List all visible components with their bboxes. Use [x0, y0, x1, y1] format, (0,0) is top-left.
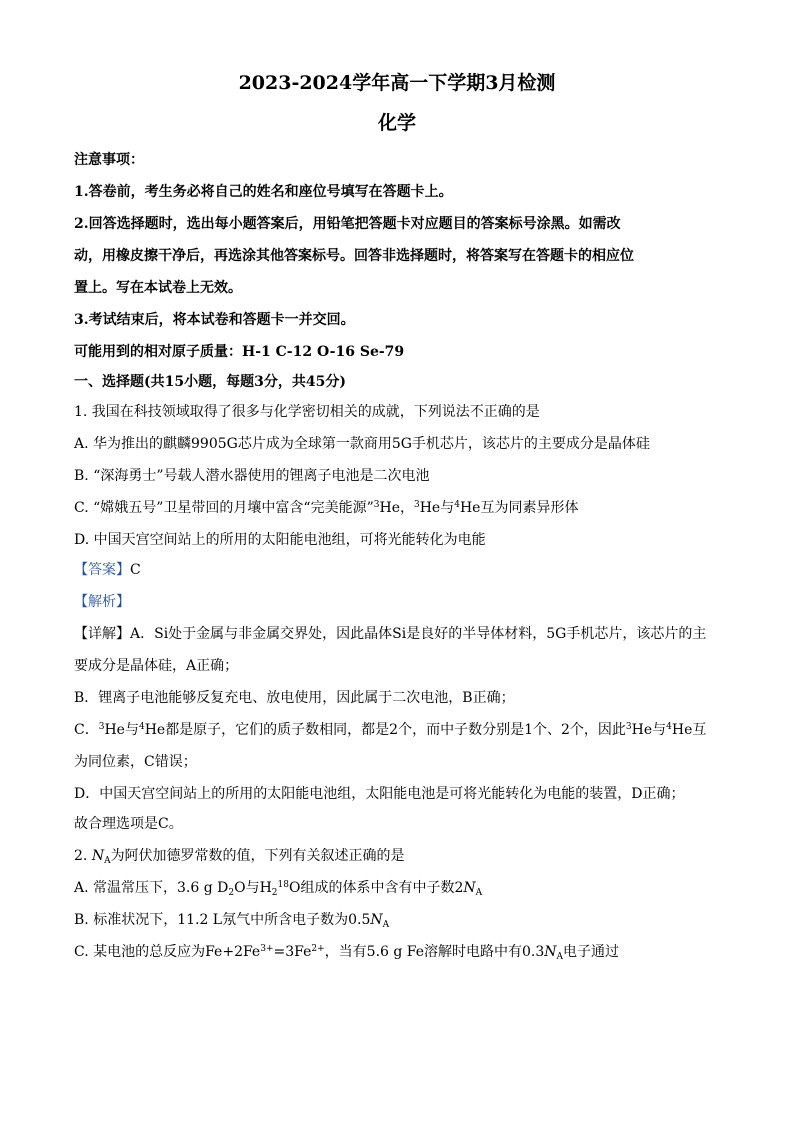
detail-line: 故合理选项是C。: [74, 816, 183, 832]
answer-tag: 【答案】: [74, 562, 130, 578]
answer-value: C: [130, 562, 141, 578]
notice-item: 3.考试结束后，将本试卷和答题卡一并交回。: [74, 312, 355, 328]
notice-item: 2.回答选择题时，选出每小题答案后，用铅笔把答题卡对应题目的答案标号涂黑。如需改: [74, 216, 621, 232]
detail-line: B．锂离子电池能够反复充电、放电使用，因此属于二次电池，B正确；: [74, 690, 515, 706]
section-heading: 一、选择题(共15小题，每题3分，共45分): [74, 374, 346, 390]
subject-title: 化学: [377, 112, 416, 134]
notice-item: 1.答卷前，考生务必将自己的姓名和座位号填写在答题卡上。: [74, 184, 453, 200]
q2-option-b: B. 标准状况下，11.2 L氖气中所含电子数为$0.5N_A$: [74, 912, 390, 930]
detail-line: C．$^3$He与$^4$He都是原子，它们的质子数相同，都是2个，而中子数分别是1个、2个，因此$^3$He与$^4$He互: [74, 722, 707, 738]
atomic-masses: 可能用到的相对原子质量：H-1 C-12 O-16 Se-79: [74, 344, 405, 360]
q2-option-c: C. 某电池的总反应为$Fe+2Fe^{3+}=3Fe^{2+}$，当有5.6 g Fe溶解时电路中有$0.3N_A$电子通过: [74, 944, 620, 962]
exam-title: 2023-2024学年高一下学期3月检测: [238, 72, 556, 94]
answer-line: [74, 560, 141, 580]
q1-option-c: C. “嫦娥五号”卫星带回的月壤中富含“完美能源”$^3$He，$^3$He与$^4$He互为同素异形体: [74, 500, 579, 516]
q1-option-a: A. 华为推出的麒麟9905G芯片成为全球第一款商用5G手机芯片，该芯片的主要成分是晶体硅: [74, 436, 650, 452]
question-2-stem: 2. $N_A$为阿伏加德罗常数的值，下列有关叙述正确的是: [74, 848, 405, 866]
q1-option-b: B. “深海勇士”号载人潜水器使用的锂离子电池是二次电池: [74, 468, 430, 484]
detail-line: 要成分是晶体硅，A正确；: [74, 658, 239, 674]
notice-item: 置上。写在本试卷上无效。: [74, 280, 242, 296]
notice-item: 动，用橡皮擦干净后，再选涂其他答案标号。回答非选择题时，将答案写在答题卡的相应位: [74, 248, 634, 264]
q2-option-a: A. 常温常压下，3.6 g $D_2O$与$H_2^{18}O$组成的体系中含有中子数$2N_A$: [74, 880, 483, 898]
detail-line: 【详解】A．Si处于金属与非金属交界处，因此晶体Si是良好的半导体材料，5G手机芯片，该芯片的主: [74, 626, 707, 642]
detail-line: 为同位素，C错误；: [74, 754, 197, 770]
detail-tag: 【详解】: [74, 626, 130, 642]
detail-line: D．中国天宫空间站上的所用的太阳能电池组，太阳能电池是可将光能转化为电能的装置，D正确；: [74, 786, 685, 802]
notice-heading: 注意事项：: [74, 152, 144, 168]
analysis-tag: 【解析】: [74, 594, 130, 610]
question-1-stem: 1. 我国在科技领域取得了很多与化学密切相关的成就，下列说法不正确的是: [74, 404, 540, 420]
q1-option-d: D. 中国天宫空间站上的所用的太阳能电池组，可将光能转化为电能: [74, 532, 486, 548]
